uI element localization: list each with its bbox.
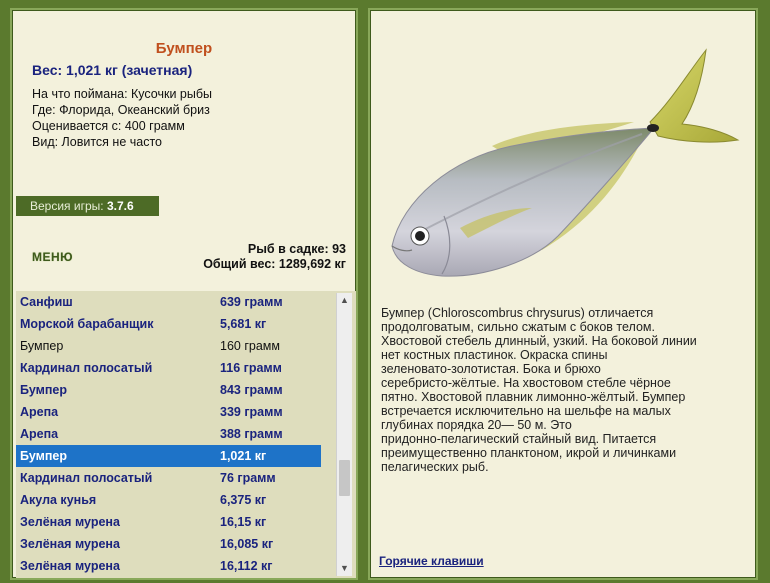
catch-list-rows [16,291,321,577]
fish-weight-value: 339 грамм [220,405,283,419]
description-line: придонно-пелагический стайный вид. Питается [381,432,657,446]
description-line: преимущественно планктоном, икрой и личинками [381,446,677,460]
fish-name: Бумпер [20,449,67,463]
location-info: Где: Флорида, Океанский бриз [32,103,210,117]
description-line: зеленовато-золотистая. Бока и брюхо [381,362,601,376]
description-line: пятно. Хвостовой плавник лимонно-жёлтый. Бумпер [381,390,686,404]
list-scrollbar[interactable] [336,293,352,576]
fish-name: Бумпер [20,383,67,397]
fish-weight-value: 16,085 кг [220,537,274,551]
fish-name: Санфиш [20,295,73,309]
fish-title: Бумпер [155,40,213,57]
list-item[interactable] [16,423,321,445]
list-item[interactable] [16,291,321,313]
fish-name: Зелёная мурена [20,537,120,551]
description-line: Бумпер (Chloroscombrus chrysurus) отличается [381,306,654,320]
fish-name: Кардинал полосатый [20,471,153,485]
fish-weight-value: 16,15 кг [220,515,267,529]
description-line: серебристо-жёлтые. На хвостовом стебле чёрное [381,376,671,390]
description-line: глубинах порядка 20— 50 м. Это [381,418,572,432]
list-item[interactable] [16,313,321,335]
fish-weight-value: 160 грамм [220,339,280,353]
list-item[interactable] [16,533,321,555]
catch-list[interactable] [16,291,356,578]
fish-weight-value: 843 грамм [220,383,283,397]
catch-info-panel [10,8,358,580]
scroll-thumb[interactable] [339,460,350,496]
fish-name: Арепа [20,405,59,419]
fish-description-panel [368,8,758,580]
total-weight: Общий вес: 1289,692 кг [203,257,346,271]
fish-weight: Вес: 1,021 кг (зачетная) [32,62,193,78]
list-item[interactable] [16,445,321,467]
scroll-down-arrow-icon[interactable]: ▼ [340,563,349,573]
description-line: нет костных пластинок. Окраска спины [381,348,608,362]
list-item[interactable] [16,511,321,533]
list-item[interactable] [16,467,321,489]
description-line: встречается исключительно на шельфе на малых [381,404,671,418]
catch-details [32,86,212,150]
fish-description [381,306,726,474]
fish-name: Бумпер [20,339,64,353]
menu-button[interactable]: МЕНЮ [32,250,74,264]
fish-name: Зелёная мурена [20,559,120,573]
bait-info: На что поймана: Кусочки рыбы [32,87,212,101]
list-item[interactable] [16,357,321,379]
fish-name: Кардинал полосатый [20,361,153,375]
scroll-up-arrow-icon[interactable]: ▲ [340,295,349,305]
fish-weight-value: 639 грамм [220,295,283,309]
description-line: продолговатым, сильно сжатым с боков телом. [381,320,655,334]
version-bar [16,196,159,216]
hotkeys-link[interactable]: Горячие клавиши [379,554,484,568]
fish-weight-value: 76 грамм [220,471,276,485]
list-item[interactable] [16,335,321,357]
version-value: 3.7.6 [106,199,134,213]
rating-info: Оценивается с: 400 грамм [32,119,185,133]
fish-weight-value: 1,021 кг [220,449,267,463]
description-line: пелагических рыб. [381,460,489,474]
rarity-info: Вид: Ловится не часто [32,135,162,149]
list-item[interactable] [16,555,321,577]
keepnet-totals [203,242,346,272]
fish-weight-value: 5,681 кг [220,317,267,331]
list-item[interactable] [16,401,321,423]
list-item[interactable] [16,489,321,511]
fish-weight-value: 16,112 кг [220,559,273,573]
version-label: Версия игры: [30,199,104,213]
description-line: Хвостовой стебель длинный, узкий. На боковой линии [381,334,697,348]
list-item[interactable] [16,379,321,401]
fish-weight-value: 116 грамм [220,361,282,375]
bumper-fish-illustration-icon [372,40,752,290]
fish-name: Акула кунья [20,493,97,507]
fish-weight-value: 388 грамм [220,427,283,441]
fish-name: Зелёная мурена [20,515,120,529]
fish-name: Морской барабанщик [20,317,154,331]
fish-count: Рыб в садке: 93 [247,242,346,256]
fish-name: Арепа [20,427,59,441]
fish-weight-value: 6,375 кг [220,493,267,507]
